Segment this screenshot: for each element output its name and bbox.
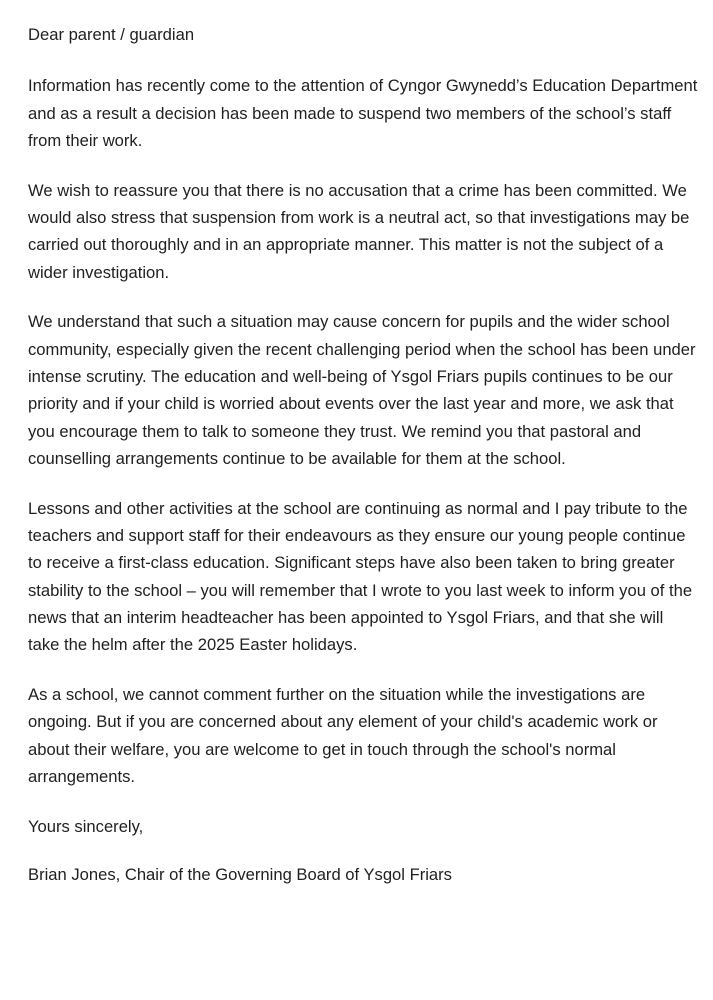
paragraph-lessons-continuing: Lessons and other activities at the school are continuing as normal and I pay tribute to the teachers and support staff for their endeavours as they ensure our young people continue to receive a first-class education. Significant steps have also been taken to bring greater stability to the school – you will remember that I wrote to you last week to inform you of the news that an interim headteacher has been appointed to Ysgol Friars, and that she will take the helm after the 2025 Easter holidays. [28,498,693,655]
paragraph-wellbeing: We understand that such a situation may cause concern for pupils and the wider school community, especially given the recent challenging period when the school has been under intense scrutiny. The education and well-being of Ysgol Friars pupils continues to be our priority and if your child is worried about events over the last year and more, we ask that you encourage them to talk to someone they trust. We remind you that pastoral and counselling arrangements continue to be available for them at the school. [28,312,696,468]
paragraph-suspension-notice: Information has recently come to the attention of Cyngor Gwynedd’s Education Department and as a result a decision has been made to suspend two members of the school’s staff from their work. [28,76,698,150]
letter-closing: Yours sincerely, [28,816,144,836]
paragraph-reassurance: We wish to reassure you that there is no accusation that a crime has been committed. We would also stress that suspension from work is a neutral act, so that investigations may be carried out thoroughly and in an appropriate manner. This matter is not the subject of a wider investigation. [28,180,690,282]
letter-greeting: Dear parent / guardian [28,25,195,44]
letter-signature: Brian Jones, Chair of the Governing Board of Ysgol Friars [28,864,452,884]
paragraph-contact: As a school, we cannot comment further on the situation while the investigations are ongoing. But if you are concerned about any element of your child's academic work or about their welfare, you are welcome to get in touch through the school's normal arrangements. [28,684,658,786]
letter-body [28,21,698,888]
